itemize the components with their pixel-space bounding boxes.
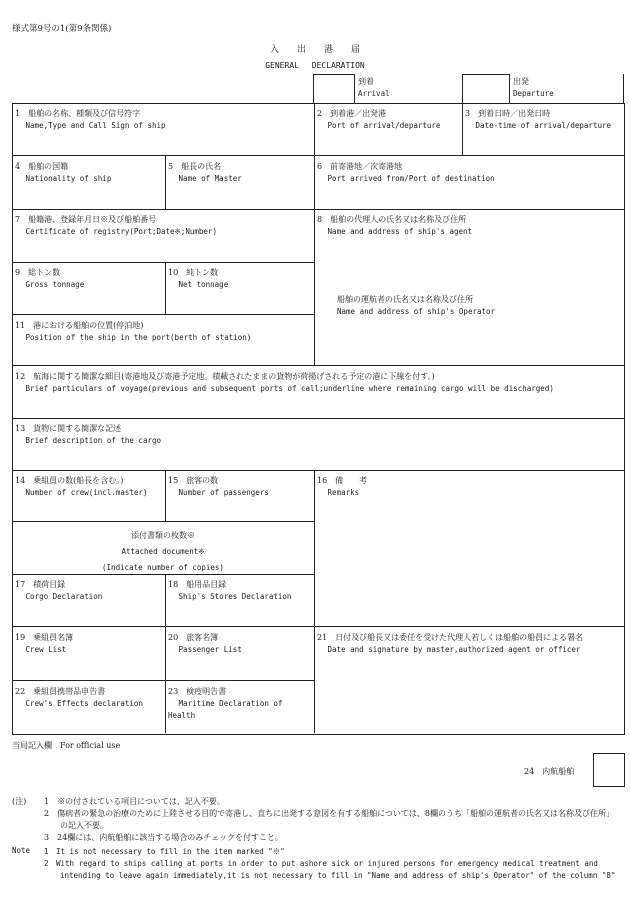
field-24-label: 24 内航船舶 (524, 767, 575, 776)
form-number: 様式第9号の1(第9条関係) (12, 24, 112, 34)
field-20-passenger-list[interactable]: 20 旅客名簿 Passenger List (168, 633, 242, 654)
notes-jp (44, 796, 619, 844)
departure-label: 出発 Departure (513, 77, 554, 98)
field-4-nationality[interactable]: 4 船舶の国籍 Nationality of ship (15, 162, 112, 183)
field-6-ports[interactable]: 6 前寄港地／次寄港地 Port arrived from/Port of destination (317, 162, 495, 183)
field-17-cargo-declaration[interactable]: 17 積荷目録 Corgo Declaration (15, 580, 103, 601)
field-8-operator[interactable]: 船舶の運航者の氏名又は名称及び住所 Name and address of ship's Operator (337, 295, 496, 316)
attached-documents-header: 添付書類の枚数※ Attached document※ (Indicate number of copies) (102, 531, 224, 572)
field-23-health-declaration[interactable]: 23 検疫明告書 Maritime Declaration of Health (168, 687, 283, 720)
notes-jp-label: (注) (12, 797, 27, 806)
field-19-crew-list[interactable]: 19 乗組員名簿 Crew List (15, 633, 74, 654)
field-15-passenger-count[interactable]: 15 旅客の数 Number of passengers (168, 476, 269, 497)
field-2-port[interactable]: 2 到着港／出発港 Port of arrival/departure (317, 109, 441, 130)
notes-en-label: Note (12, 846, 31, 855)
field-10-net-tonnage[interactable]: 10 純トン数 Net tonnage (168, 268, 229, 289)
field-12-voyage[interactable]: 12 航海に関する簡潔な細目(寄港地及び寄港予定地。積載されたままの貨物が荷揚げされる予定の港に下線を付す。) Brief particulars of voyage(previous and subsequent ports of call;underline where remaining cargo will be discharged) (15, 372, 554, 393)
note-jp-3: 3 24欄には、内航船舶に該当する場合のみチェックを付すこと。 (44, 833, 284, 842)
notes-en (44, 846, 619, 882)
field-8-agent[interactable]: 8 船舶の代理人の氏名又は名称及び住所 Name and address of ship's agent (317, 215, 473, 236)
field-1-ship-name[interactable]: 1 船舶の名称、種類及び信号符字 Name,Type and Call Sign of ship (15, 109, 166, 130)
field-7-registry[interactable]: 7 船籍港、登録年月日※及び船舶番号 Certificate of registry(Port;Date※;Number) (15, 215, 217, 236)
field-13-cargo[interactable]: 13 貨物に関する簡潔な記述 Brief description of the cargo (15, 424, 162, 445)
note-jp-1: 1 ※の付されている項目については、記入不要。 (44, 797, 225, 806)
field-21-signature[interactable]: 21 日付及び船長又は委任を受けた代理人若しくは船舶の船員による署名 Date and signature by master,authorized agent or officer (317, 633, 584, 654)
official-use-label: 当局記入欄 For official use (12, 741, 121, 750)
note-jp-2: 2 傷病者の緊急の治療のために上陸させる目的で寄港し、直ちに出発する意図を有する船舶については、8欄のうち「船舶の運航者の氏名又は名称及び住所」の記入不要。 (44, 809, 615, 830)
departure-checkbox[interactable] (462, 74, 510, 104)
title-japanese: 入 出 港 届 (269, 45, 360, 55)
field-11-position[interactable]: 11 港における船舶の位置(停泊地) Position of the ship in the port(berth of station) (15, 321, 252, 342)
note-en-1: 1 It is not necessary to fill in the item marked "※" (44, 847, 285, 856)
field-5-master[interactable]: 5 船長の氏名 Name of Master (168, 162, 242, 183)
field-16-remarks[interactable]: 16 備 考 Remarks (317, 476, 368, 497)
field-14-crew-count[interactable]: 14 乗組員の数(船長を含む。) Number of crew(incl.master) (15, 476, 148, 497)
field-9-gross-tonnage[interactable]: 9 総トン数 Gross tonnage (15, 268, 85, 289)
field-18-stores-declaration[interactable]: 18 船用品目録 Ship's Stores Declaration (168, 580, 292, 601)
note-en-2: 2 With regard to ships calling at ports in order to put ashore sick or injured persons for emergency medical treatment and intending to leave again immediately,it is not necessary to fill in "Name and address of ship's Operator" of the column "8" (44, 859, 616, 880)
arrival-checkbox[interactable] (313, 74, 355, 104)
field-3-datetime[interactable]: 3 到着日時／出発日時 Date-time of arrival/departure (465, 109, 612, 130)
arrival-label: 到着 Arrival (358, 77, 390, 98)
field-24-checkbox[interactable] (593, 753, 625, 787)
title-english: GENERAL DECLARATION (265, 61, 365, 70)
field-22-crew-effects[interactable]: 22 乗組員携帯品申告書 Crew's Effects declaration (15, 687, 143, 708)
